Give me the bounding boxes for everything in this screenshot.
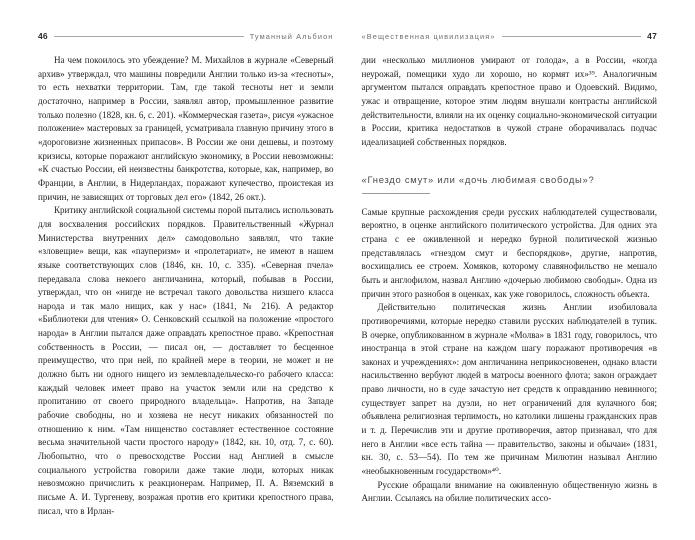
folio-number-right: 47 (647, 31, 657, 41)
running-head-rule-right (502, 36, 642, 37)
running-head-title-left: Туманный Альбион (249, 31, 334, 41)
paragraph: дии «несколько миллионов умирают от голода», а в России, «когда неурожай, помещики худо ли хорошо, но кормят их»³⁹. Аналогичным аргументом пытался оправдать крепостное право и Одоевский. Видимо, ужас и отвращение, которое этим людям внушали контрасты английской действительности, влияли на их оценку социально-экономической ситуации в России, критика недостатков в чужой стране оборачивалась подчас идеализацией собственных порядков. (361, 55, 657, 147)
running-head-title-right: «Вещественная цивилизация» (361, 31, 496, 41)
running-head-left (38, 27, 334, 45)
running-head-rule-left (54, 36, 244, 37)
body-column-left (38, 54, 334, 518)
paragraph: Русские обращали внимание на оживленную общественную жизнь в Англии. Ссылаясь на обилие политических ассо- (361, 479, 657, 504)
folio-number-left: 46 (38, 31, 48, 41)
body-column-right (362, 54, 658, 506)
page-right (348, 0, 695, 540)
paragraph: Самые крупные расхождения среди русских наблюдателей существовали, вероятно, в оценке английского политического устройства. Для одних эта страна с ее оживленной и нередко бурной политической жизнью представлялась «гнездом смут и беспорядков», другие, напротив, восхищались ее строем. Хомяков, которому славянофильство не мешало быть и англофилом, назвал Англию «дочерью любимою свободы». Одна из причин этого разнобоя в оценках, как уже говорилось, сложность объекта. (361, 206, 657, 299)
running-head-right (362, 27, 658, 45)
paragraph: Действительно политическая жизнь Англии изобиловала противоречиями, которые нередко ставили русских наблюдателей в тупик. В очерке, опубликованном в журнале «Молва» в 1831 году, говорилось, что иностранца в этой стране на каждом шагу поражают противоречия «в законах и учреждениях»: дом англичанина неприкосновенен, однако власти насильственно вербуют людей в матросы военного флота; закон ограждает право личности, но в суде зачастую нет средств к оправданию невинного; существует запрет на дуэли, но нет ограничений для кулачного боя; объявлена религиозная терпимость, но католики лишены гражданских прав и т. д. Перечислив эти и другие противоречия, автор признавал, что для него в Англии «все есть тайна — правительство, законы и обычаи» (1831, кн. 30, с. 53—54). По тем же причинам Милютин называл Англию «необыкновенным государством»⁴⁰. (361, 302, 657, 477)
paragraph: Критику английской социальной системы порой пытались использовать для восхваления российских порядков. Правительственный «Журнал Министерства внутренних дел» самодовольно заявлял, что такие «зловещие» вещи, как «пауперизм» и «пролетариат», не имеют в нашем языке соответствующих слов (1846, кн. 10, с. 335). «Северная пчела» передавала слова некоего англичанина, который, побывав в России, утверждал, что он «нигде не встречал такого довольства низшего класса народа и так мало нищих, как у нас» (1841, № 216). А редактор «Библиотеки для чтения» О. Сенковский ссылкой на положение «простого народа» в Англии пытался даже оправдать крепостное право. «Крепостная собственность в России, — писал он, — доставляет то бесценное преимущество, что при ней, по крайней мере в теории, не может и не должно быть ни одного нищего из землевладельческо-го рабочего класса: каждый человек имеет право на участок земли или на средство к пропитанию от своего природного владельца». Напротив, на Западе рабочие свободны, но и хозяева не несут никаких обязанностей по отношению к ним. «Там нищенство составляет естественное состояние весьма значительной части простого народу» (1842, кн. 10, отд. 7, с. 60). Любопытно, что о превосходстве России над Англией в смысле социального устройства говорили даже такие люди, которых никак невозможно причислить к реакционерам. Например, П. А. Вяземский в письме А. И. Тургеневу, возражая против его критики крепостного права, писал, что в Ирлан- (38, 205, 334, 516)
section-heading: «Гнездо смут» или «дочь любимая свободы»? (361, 173, 595, 185)
section-heading-rule (362, 193, 430, 194)
paragraph: На чем покоилось это убеждение? М. Михайлов в журнале «Северный архив» утверждал, что машины повредили Англии только из-за «тесноты», то есть нехватки территории. Там, где такой тесноты нет и земли достаточно, например в России, заявлял автор, промышленное развитие только полезно (1828, кн. 6, с. 201). «Коммерческая газета», рисуя «ужасное положение» мастеровых за границей, усматривала главную причину этого в «дороговизне жизненных припасов». В России же они дешевы, и поэтому кризисы, которые поражают английскую экономику, в России невозможны: «К счастью России, ей неизвестны банкротства, которые, как, например, во Франции, в Англии, в Нидерландах, поражают купечество, проистекая из причин, не зависящих от торговых дел его» (1842, 26 окт.). (38, 55, 334, 202)
section-block (362, 173, 658, 194)
